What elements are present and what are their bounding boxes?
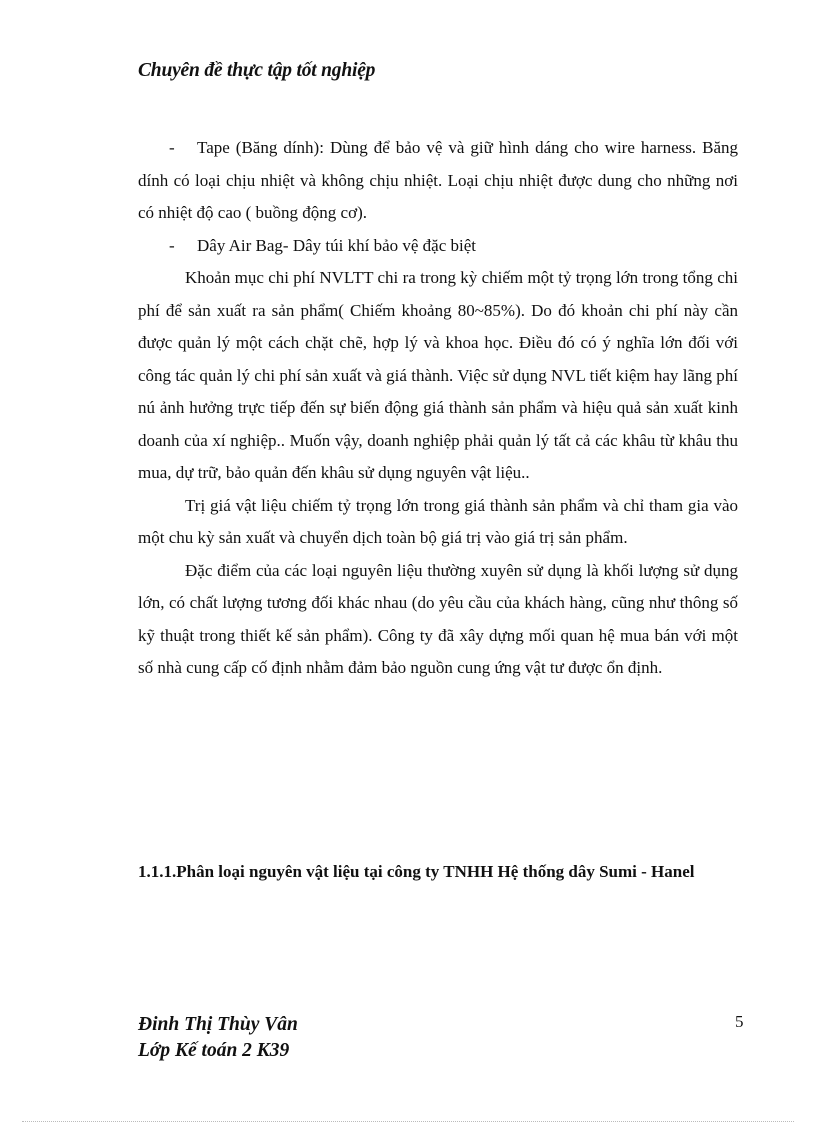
bullet-item-airbag — [138, 230, 738, 263]
footer-class: Lớp Kế toán 2 K39 — [138, 1040, 290, 1061]
bullet-text: Tape (Băng dính): Dùng để bảo vệ và giữ hình dáng cho wire harness. Băng dính có loại chịu nhiệt và không chịu nhiệt. Loại chịu nhiệt được dung cho những nơi có nhiệt độ cao ( buồng động cơ). — [138, 138, 738, 222]
page-footer — [138, 1012, 298, 1064]
page-header-title: Chuyên đề thực tập tốt nghiệp — [138, 60, 376, 81]
bullet-dash: - — [169, 138, 175, 157]
paragraph-cost-item: Khoản mục chi phí NVLTT chi ra trong kỳ chiếm một tỷ trọng lớn trong tổng chi phí để sản xuất ra sản phẩm( Chiếm khoảng 80~85%). Do đó khoản chi phí này cần được quản lý một cách chặt chẽ, hợp lý và khoa học. Điều đó có ý nghĩa lớn đối với công tác quản lý chi phí sản xuất và giá thành. Việc sử dụng NVL tiết kiệm hay lãng phí nú ảnh hưởng trực tiếp đến sự biến động giá thành sản phẩm và hiệu quả sản xuất kinh doanh của xí nghiệp.. Muốn vậy, doanh nghiệp phải quản lý tất cả các khâu từ khâu thu mua, dự trữ, bảo quản đến khâu sử dụng nguyên vật liệu.. — [138, 268, 738, 482]
page-bottom-divider — [22, 1121, 794, 1122]
body-text — [138, 132, 738, 685]
section-heading: 1.1.1.Phân loại nguyên vật liệu tại công ty TNHH Hệ thống dây Sumi - Hanel — [138, 862, 695, 881]
bullet-text: Dây Air Bag- Dây túi khí bảo vệ đặc biệt — [197, 235, 477, 255]
page-number: 5 — [735, 1012, 744, 1031]
paragraph-material-features: Đặc điểm của các loại nguyên liệu thường xuyên sử dụng là khối lượng sử dụng lớn, có chất lượng tương đối khác nhau (do yêu cầu của khách hàng, cũng như thông số kỹ thuật trong thiết kế sản phẩm). Công ty đã xây dựng mối quan hệ mua bán với một số nhà cung cấp cố định nhằm đảm bảo nguồn cung ứng vật tư được ổn định. — [138, 560, 738, 677]
bullet-dash: - — [169, 235, 175, 255]
bullet-item-tape — [138, 132, 738, 230]
footer-author: Đinh Thị Thùy Vân — [138, 1014, 298, 1035]
paragraph-material-value: Trị giá vật liệu chiếm tỷ trọng lớn trong giá thành sản phẩm và chỉ tham gia vào một chu kỳ sản xuất và chuyển dịch toàn bộ giá trị vào giá trị sản phẩm. — [138, 495, 738, 547]
